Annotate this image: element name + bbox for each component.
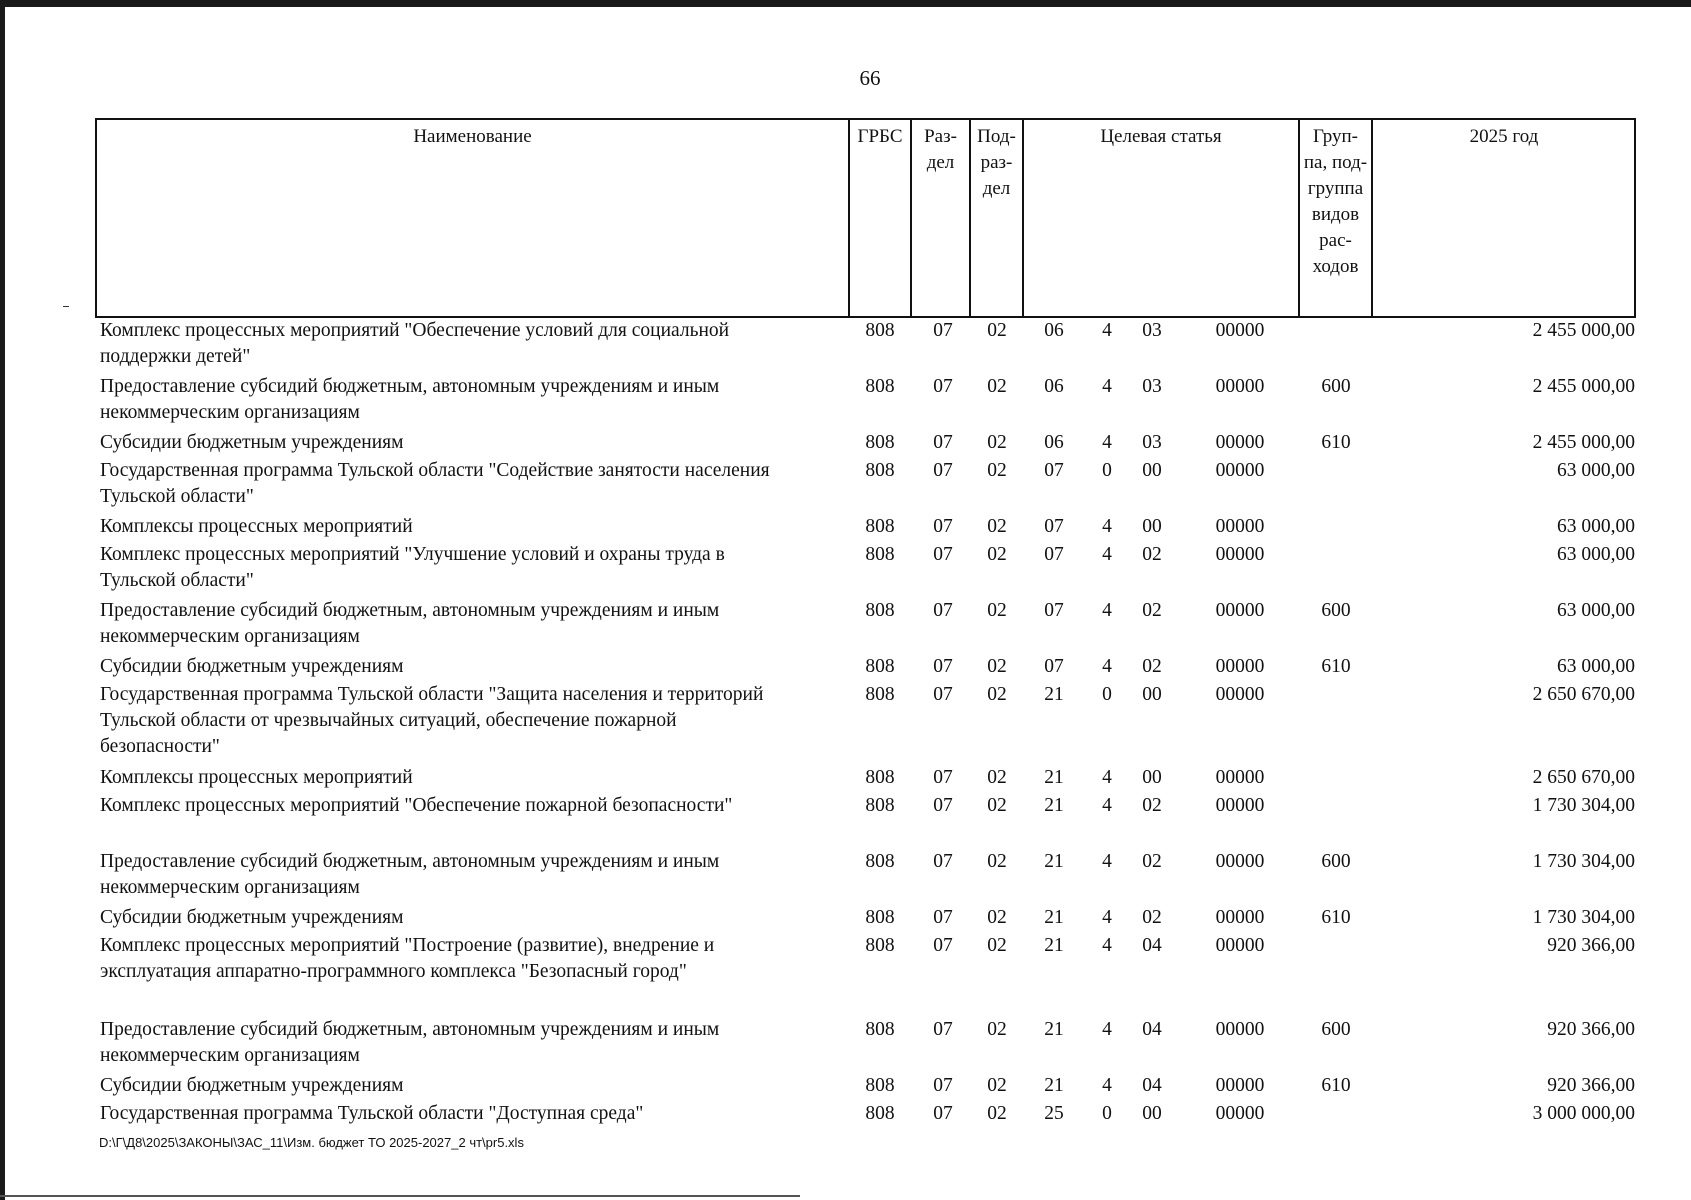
row-target-code: 00000	[1215, 684, 1265, 705]
row-target-subprogram: 02	[1142, 851, 1162, 872]
row-razdel: 07	[933, 684, 953, 705]
row-sum: 63 000,00	[1557, 460, 1635, 481]
row-target-type: 0	[1102, 1103, 1112, 1124]
row-sum: 63 000,00	[1557, 516, 1635, 537]
row-target-program: 07	[1044, 600, 1064, 621]
row-target-code: 00000	[1215, 1075, 1265, 1096]
row-target-program: 21	[1044, 795, 1064, 816]
row-target-subprogram: 00	[1142, 684, 1162, 705]
row-podrazdel: 02	[987, 656, 1007, 677]
row-target-code: 00000	[1215, 795, 1265, 816]
row-podrazdel: 02	[987, 795, 1007, 816]
row-grbs: 808	[865, 376, 895, 397]
row-grbs: 808	[865, 935, 895, 956]
row-target-code: 00000	[1215, 1103, 1265, 1124]
row-sum: 920 366,00	[1547, 1019, 1635, 1040]
header-year: 2025 год	[1469, 126, 1539, 147]
row-podrazdel: 02	[987, 1103, 1007, 1124]
row-target-type: 4	[1102, 935, 1112, 956]
row-target-subprogram: 03	[1142, 376, 1162, 397]
row-target-subprogram: 03	[1142, 432, 1162, 453]
row-target-subprogram: 02	[1142, 656, 1162, 677]
row-grbs: 808	[865, 795, 895, 816]
row-razdel: 07	[933, 460, 953, 481]
row-grbs: 808	[865, 767, 895, 788]
row-target-subprogram: 00	[1142, 767, 1162, 788]
row-target-program: 07	[1044, 516, 1064, 537]
row-grbs: 808	[865, 656, 895, 677]
row-target-code: 00000	[1215, 460, 1265, 481]
row-target-program: 21	[1044, 935, 1064, 956]
row-razdel: 07	[933, 516, 953, 537]
row-grbs: 808	[865, 1103, 895, 1124]
row-group: 600	[1321, 1019, 1351, 1040]
row-target-subprogram: 03	[1142, 320, 1162, 341]
row-target-type: 4	[1102, 767, 1112, 788]
row-grbs: 808	[865, 460, 895, 481]
row-group: 610	[1321, 907, 1351, 928]
scan-border-top	[0, 0, 1691, 7]
row-sum: 3 000 000,00	[1532, 1103, 1635, 1124]
row-sum: 63 000,00	[1557, 544, 1635, 565]
row-podrazdel: 02	[987, 1075, 1007, 1096]
row-grbs: 808	[865, 516, 895, 537]
row-name: Субсидии бюджетным учреждениям	[100, 1075, 404, 1096]
row-target-code: 00000	[1215, 935, 1265, 956]
header-razdel: Раз- дел	[924, 126, 957, 173]
row-target-program: 07	[1044, 460, 1064, 481]
row-grbs: 808	[865, 684, 895, 705]
row-target-type: 4	[1102, 320, 1112, 341]
row-grbs: 808	[865, 600, 895, 621]
row-podrazdel: 02	[987, 516, 1007, 537]
row-name: Предоставление субсидий бюджетным, автономным учреждениям и иным некоммерческим организациям	[100, 1019, 720, 1066]
row-razdel: 07	[933, 907, 953, 928]
row-razdel: 07	[933, 656, 953, 677]
row-target-program: 21	[1044, 1075, 1064, 1096]
row-target-type: 4	[1102, 600, 1112, 621]
row-name: Комплекс процессных мероприятий "Обеспечение пожарной безопасности"	[100, 795, 733, 816]
row-razdel: 07	[933, 600, 953, 621]
row-target-program: 21	[1044, 767, 1064, 788]
row-target-type: 4	[1102, 544, 1112, 565]
row-target-program: 21	[1044, 684, 1064, 705]
row-podrazdel: 02	[987, 935, 1007, 956]
scan-border-bottom	[0, 1195, 800, 1197]
row-target-code: 00000	[1215, 656, 1265, 677]
row-target-code: 00000	[1215, 544, 1265, 565]
row-podrazdel: 02	[987, 907, 1007, 928]
row-razdel: 07	[933, 851, 953, 872]
row-name: Субсидии бюджетным учреждениям	[100, 907, 404, 928]
row-podrazdel: 02	[987, 376, 1007, 397]
row-target-type: 4	[1102, 516, 1112, 537]
row-group: 610	[1321, 1075, 1351, 1096]
row-sum: 2 455 000,00	[1532, 432, 1635, 453]
row-group: 610	[1321, 432, 1351, 453]
row-group: 600	[1321, 600, 1351, 621]
row-razdel: 07	[933, 1019, 953, 1040]
row-razdel: 07	[933, 376, 953, 397]
row-sum: 1 730 304,00	[1532, 907, 1635, 928]
row-grbs: 808	[865, 432, 895, 453]
row-sum: 2 650 670,00	[1532, 684, 1635, 705]
row-podrazdel: 02	[987, 432, 1007, 453]
row-grbs: 808	[865, 544, 895, 565]
header-name: Наименование	[413, 126, 532, 147]
row-target-type: 4	[1102, 1075, 1112, 1096]
row-razdel: 07	[933, 544, 953, 565]
row-target-program: 06	[1044, 376, 1064, 397]
row-sum: 920 366,00	[1547, 935, 1635, 956]
row-target-program: 06	[1044, 432, 1064, 453]
row-target-subprogram: 00	[1142, 460, 1162, 481]
row-name: Предоставление субсидий бюджетным, автономным учреждениям и иным некоммерческим организациям	[100, 600, 720, 647]
row-target-type: 4	[1102, 432, 1112, 453]
row-target-type: 4	[1102, 851, 1112, 872]
row-target-subprogram: 04	[1142, 1075, 1162, 1096]
row-podrazdel: 02	[987, 1019, 1007, 1040]
row-name: Предоставление субсидий бюджетным, автономным учреждениям и иным некоммерческим организациям	[100, 376, 720, 423]
row-name: Государственная программа Тульской области "Содействие занятости населения Тульской области"	[100, 460, 770, 507]
scan-mark	[63, 306, 69, 307]
row-target-subprogram: 04	[1142, 1019, 1162, 1040]
row-grbs: 808	[865, 1019, 895, 1040]
row-target-code: 00000	[1215, 432, 1265, 453]
row-target-code: 00000	[1215, 320, 1265, 341]
row-name: Комплексы процессных мероприятий	[100, 767, 413, 788]
row-target-subprogram: 04	[1142, 935, 1162, 956]
row-name: Комплекс процессных мероприятий "Обеспечение условий для социальной поддержки детей"	[100, 320, 730, 367]
row-podrazdel: 02	[987, 684, 1007, 705]
row-target-code: 00000	[1215, 1019, 1265, 1040]
scan-border-left	[0, 0, 5, 1200]
row-target-type: 0	[1102, 684, 1112, 705]
row-sum: 2 455 000,00	[1532, 320, 1635, 341]
row-razdel: 07	[933, 1103, 953, 1124]
row-group: 610	[1321, 656, 1351, 677]
row-target-type: 4	[1102, 376, 1112, 397]
row-razdel: 07	[933, 767, 953, 788]
row-target-subprogram: 02	[1142, 544, 1162, 565]
row-name: Комплекс процессных мероприятий "Построение (развитие), внедрение и эксплуатация аппаратно-программного комплекса "Безопасный город"	[100, 935, 715, 982]
row-target-subprogram: 00	[1142, 516, 1162, 537]
row-grbs: 808	[865, 851, 895, 872]
row-razdel: 07	[933, 935, 953, 956]
row-target-subprogram: 00	[1142, 1103, 1162, 1124]
row-name: Субсидии бюджетным учреждениям	[100, 432, 404, 453]
row-target-subprogram: 02	[1142, 600, 1162, 621]
row-target-program: 07	[1044, 656, 1064, 677]
row-target-code: 00000	[1215, 600, 1265, 621]
row-target-program: 21	[1044, 1019, 1064, 1040]
row-podrazdel: 02	[987, 767, 1007, 788]
row-target-type: 4	[1102, 795, 1112, 816]
row-razdel: 07	[933, 1075, 953, 1096]
header-podrazdel: Под- раз- дел	[977, 126, 1016, 199]
row-sum: 1 730 304,00	[1532, 851, 1635, 872]
row-name: Государственная программа Тульской области "Доступная среда"	[100, 1103, 644, 1124]
row-razdel: 07	[933, 432, 953, 453]
row-name: Государственная программа Тульской области "Защита населения и территорий Тульской области от чрезвычайных ситуаций, обеспечение пожарной безопасности"	[100, 684, 764, 757]
row-target-type: 4	[1102, 1019, 1112, 1040]
row-sum: 63 000,00	[1557, 656, 1635, 677]
row-sum: 2 650 670,00	[1532, 767, 1635, 788]
page-number: 66	[859, 66, 881, 90]
row-sum: 920 366,00	[1547, 1075, 1635, 1096]
row-podrazdel: 02	[987, 460, 1007, 481]
row-target-program: 21	[1044, 851, 1064, 872]
row-target-code: 00000	[1215, 376, 1265, 397]
header-target: Целевая статья	[1100, 126, 1222, 147]
row-sum: 1 730 304,00	[1532, 795, 1635, 816]
row-target-type: 4	[1102, 907, 1112, 928]
row-name: Субсидии бюджетным учреждениям	[100, 656, 404, 677]
row-podrazdel: 02	[987, 851, 1007, 872]
row-razdel: 07	[933, 795, 953, 816]
row-target-code: 00000	[1215, 516, 1265, 537]
row-group: 600	[1321, 851, 1351, 872]
row-target-type: 0	[1102, 460, 1112, 481]
row-name: Предоставление субсидий бюджетным, автономным учреждениям и иным некоммерческим организациям	[100, 851, 720, 898]
row-grbs: 808	[865, 320, 895, 341]
row-target-subprogram: 02	[1142, 907, 1162, 928]
row-podrazdel: 02	[987, 544, 1007, 565]
row-grbs: 808	[865, 907, 895, 928]
header-group: Груп- па, под- группа видов рас- ходов	[1303, 126, 1368, 277]
row-grbs: 808	[865, 1075, 895, 1096]
row-name: Комплексы процессных мероприятий	[100, 516, 413, 537]
row-sum: 2 455 000,00	[1532, 376, 1635, 397]
header-grbs: ГРБС	[857, 126, 903, 147]
row-target-program: 06	[1044, 320, 1064, 341]
row-target-code: 00000	[1215, 767, 1265, 788]
row-razdel: 07	[933, 320, 953, 341]
row-target-code: 00000	[1215, 851, 1265, 872]
row-sum: 63 000,00	[1557, 600, 1635, 621]
row-target-program: 07	[1044, 544, 1064, 565]
row-target-subprogram: 02	[1142, 795, 1162, 816]
row-group: 600	[1321, 376, 1351, 397]
row-podrazdel: 02	[987, 320, 1007, 341]
row-name: Комплекс процессных мероприятий "Улучшение условий и охраны труда в Тульской области"	[100, 544, 725, 591]
row-target-code: 00000	[1215, 907, 1265, 928]
row-target-program: 21	[1044, 907, 1064, 928]
row-podrazdel: 02	[987, 600, 1007, 621]
row-target-type: 4	[1102, 656, 1112, 677]
row-target-program: 25	[1044, 1103, 1064, 1124]
file-path: D:\Г\Д8\2025\ЗАКОНЫ\ЗАС_11\Изм. бюджет ТО 2025-2027_2 чт\pr5.xls	[99, 1135, 524, 1150]
